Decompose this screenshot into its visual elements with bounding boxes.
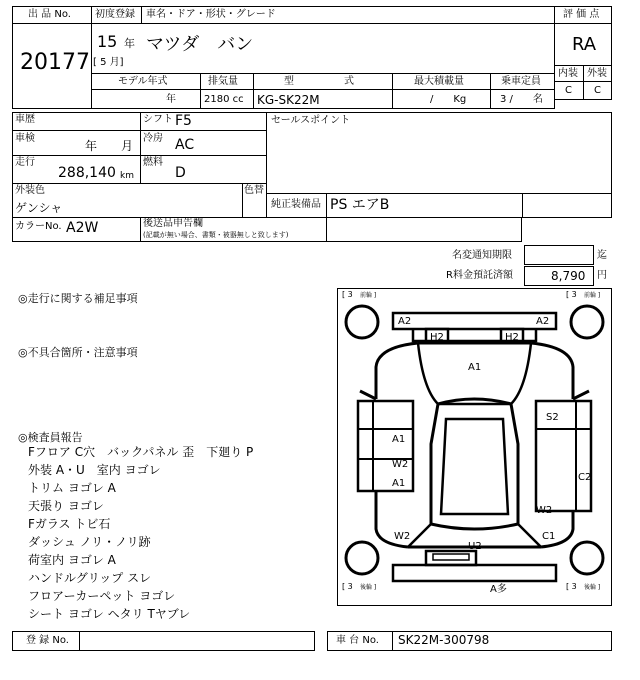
year-unit: 年	[124, 37, 135, 50]
max-load-value: / Kg	[430, 94, 467, 105]
tire-rear-right	[571, 542, 603, 574]
tire-size-rl: [ 3	[342, 582, 353, 591]
name-change-label: 名変通知期限	[452, 250, 512, 261]
shift-label: シフト	[143, 114, 173, 125]
tire-front-right	[571, 306, 603, 338]
tire-unit-rr: 後輪 ]	[584, 584, 601, 591]
damage-mark: A1	[392, 434, 406, 445]
chassis-no-value: SK22M-300798	[398, 633, 490, 647]
car-diagram-frame	[337, 288, 612, 606]
damage-mark: S2	[546, 412, 559, 423]
reg-no-label: 登 録 No.	[26, 635, 69, 646]
lot-label: 出 品 No.	[28, 9, 71, 20]
inspector-line: 天張り ヨゴレ	[28, 499, 104, 513]
damage-mark: W2	[394, 531, 411, 542]
color-no-value: A2W	[66, 220, 99, 236]
aftermarket-label: 後送品申告欄	[143, 218, 203, 229]
equipment-value: PS エアB	[330, 197, 390, 213]
damage-mark: C2	[578, 472, 592, 483]
color-change-label: 色替	[244, 185, 264, 196]
inspector-line: トリム ヨゴレ A	[28, 481, 116, 495]
car-name: マツダ バン	[146, 34, 254, 55]
mileage-label: 走行	[15, 157, 35, 168]
inspector-report-label: ◎検査員報告	[18, 431, 83, 444]
tire-size-rr: [ 3	[566, 582, 577, 591]
damage-mark: A2	[398, 316, 412, 327]
type-label: 型 式	[284, 76, 354, 87]
equipment-label: 純正装備品	[271, 199, 321, 210]
defect-notes-label: ◎不具合箇所・注意事項	[18, 346, 138, 359]
tire-unit-fr: 前輪 ]	[584, 292, 601, 299]
color-no-label: カラーNo.	[15, 221, 62, 232]
fuel-value: D	[175, 165, 186, 181]
displacement-label: 排気量	[208, 76, 238, 87]
damage-mark: A1	[392, 478, 406, 489]
first-reg-label: 初度登録	[95, 9, 135, 20]
max-load-label: 最大積載量	[414, 76, 464, 87]
model-year-label: モデル年式	[118, 76, 168, 87]
damage-mark: W2	[392, 459, 409, 470]
inspector-line: シート ヨゴレ ヘタリ Tヤブレ	[28, 607, 191, 621]
recycle-unit: 円	[597, 270, 607, 281]
rating-score: RA	[572, 34, 597, 55]
inspector-line: Fフロア C穴 バックパネル 歪 下廻り P	[28, 445, 254, 459]
tire-rear-left	[346, 542, 378, 574]
type-value: KG-SK22M	[257, 93, 320, 107]
model-year-unit: 年	[166, 94, 176, 105]
damage-mark: A2	[536, 316, 550, 327]
driving-notes-label: ◎走行に関する補足事項	[18, 292, 138, 305]
tire-size-fr: [ 3	[566, 290, 577, 299]
car-name-label: 車名・ドア・形状・グレード	[146, 9, 276, 20]
capacity-label: 乗車定員	[501, 76, 541, 87]
rating-label: 評 価 点	[563, 9, 600, 20]
tire-size-fl: [ 3	[342, 290, 353, 299]
mileage-value: 288,140	[58, 165, 116, 181]
inspector-line: フロアーカーペット ヨゴレ	[28, 589, 176, 603]
exterior-color-value: ゲンシャ	[15, 201, 63, 215]
first-reg-year: 15	[97, 32, 118, 51]
displacement-value: 2180 cc	[204, 94, 244, 105]
equipment-extra	[326, 217, 522, 242]
fuel-label: 燃料	[143, 157, 163, 168]
inspector-line: 外装 A・U 室内 ヨゴレ	[28, 463, 161, 477]
history-label: 車歴	[15, 114, 35, 125]
ac-value: AC	[175, 137, 195, 153]
first-reg-month: [ 5 月]	[93, 57, 124, 68]
damage-mark: H2	[505, 332, 519, 343]
lot-number: 20177	[20, 50, 90, 75]
recycle-value: 8,790	[551, 269, 586, 283]
tire-front-left	[346, 306, 378, 338]
tire-unit-rl: 後輪 ]	[360, 584, 377, 591]
mileage-unit: km	[120, 171, 134, 181]
tire-unit-fl: 前輪 ]	[360, 292, 377, 299]
inspector-line: ダッシュ ノリ・ノリ跡	[28, 535, 151, 549]
ac-label: 冷房	[143, 133, 163, 144]
sales-point-label: セールスポイント	[271, 115, 351, 126]
chassis-no-label: 車 台 No.	[336, 635, 379, 646]
damage-mark: H2	[430, 332, 444, 343]
inspector-line: 荷室内 ヨゴレ A	[28, 553, 116, 567]
damage-mark: C1	[542, 531, 556, 542]
inspection-label: 車検	[15, 133, 35, 144]
damage-mark: U2	[468, 541, 482, 552]
exterior-label: 外装	[587, 68, 607, 79]
interior-label: 内装	[558, 68, 578, 79]
aftermarket-note: (記載が無い場合、書類・被器無しと致します)	[143, 231, 289, 239]
name-change-unit: 迄	[597, 250, 607, 261]
damage-mark: A多	[490, 584, 507, 595]
exterior-color-label: 外装色	[15, 185, 45, 196]
capacity-value: 3 / 名	[500, 94, 543, 105]
car-diagram	[338, 289, 611, 605]
interior-score: C	[565, 85, 572, 96]
shift-value: F5	[175, 113, 192, 129]
damage-mark: W2	[536, 505, 553, 516]
inspection-value: 年 月	[85, 139, 134, 153]
recycle-label: R料金預託済額	[446, 270, 513, 281]
inspector-line: ハンドルグリップ スレ	[28, 571, 152, 585]
name-change-field	[524, 245, 594, 265]
exterior-score: C	[594, 85, 601, 96]
damage-mark: A1	[468, 362, 482, 373]
inspector-line: Fガラス トビ石	[28, 517, 111, 531]
